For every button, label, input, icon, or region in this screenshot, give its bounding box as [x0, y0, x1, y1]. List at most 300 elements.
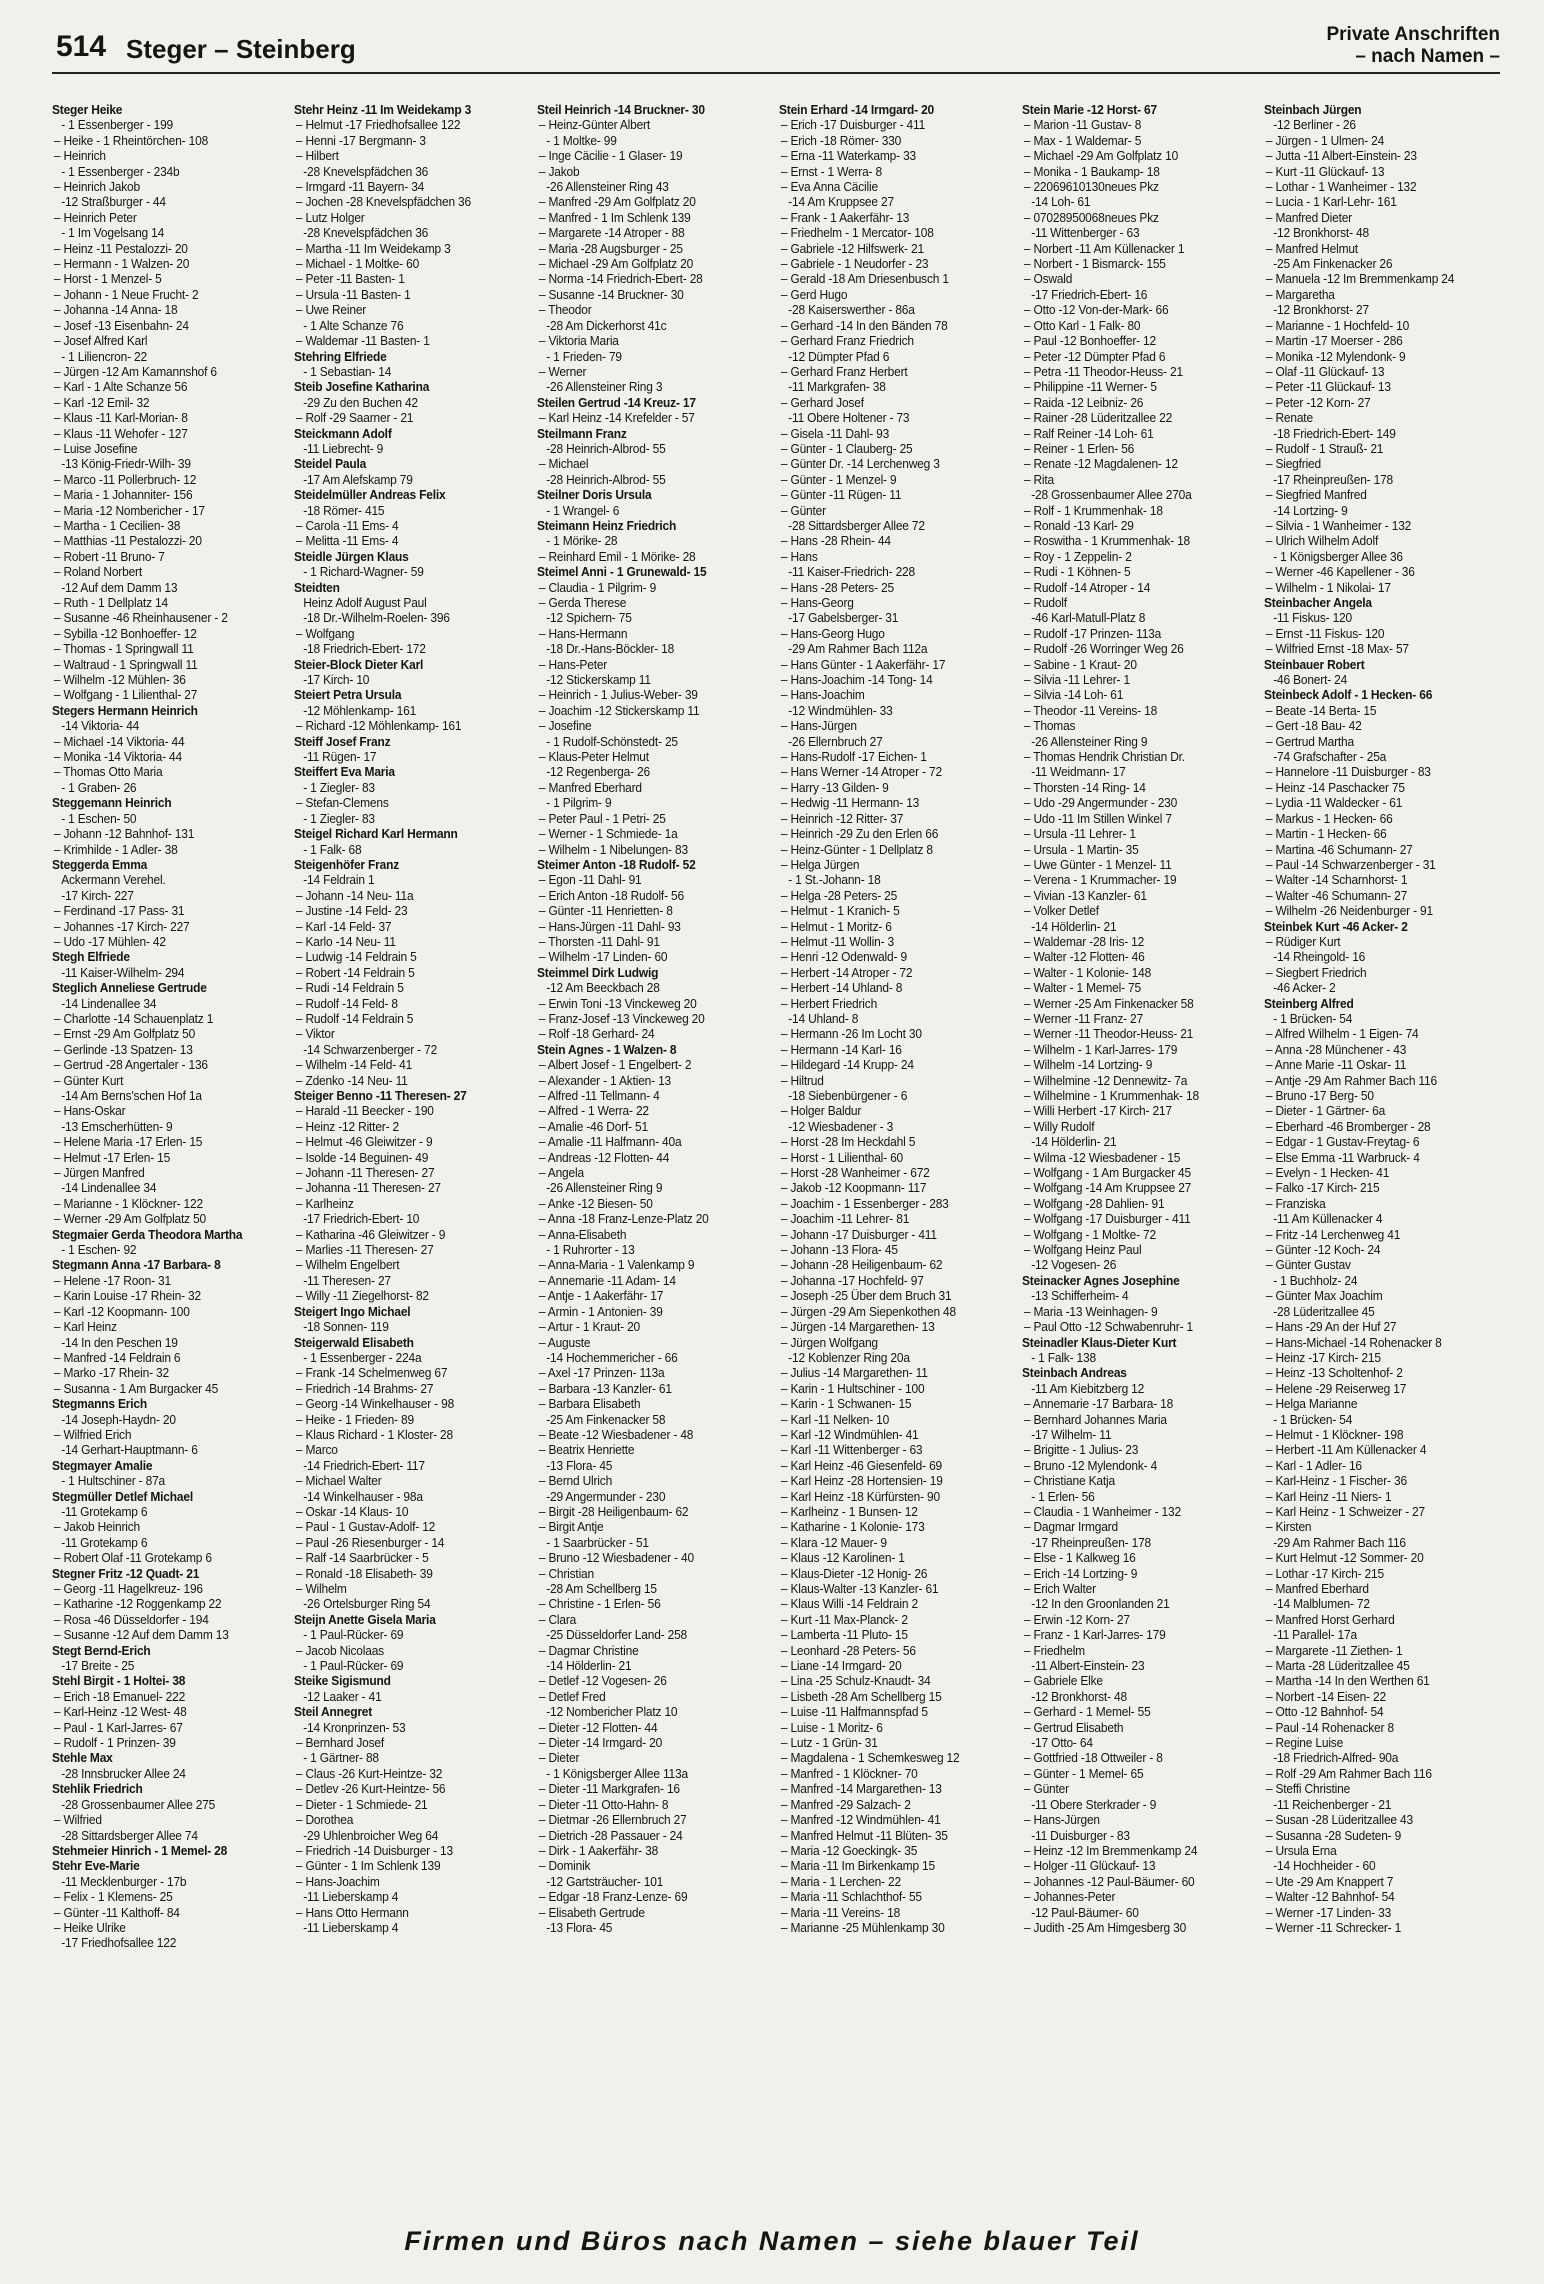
- directory-entry-line: - 1 Saarbrücker - 51: [545, 1534, 649, 1550]
- directory-entry-line: -11 Albert-Einstein- 23: [1030, 1658, 1144, 1674]
- directory-entry-line: – Heinrich - 1 Julius-Weber- 39: [538, 687, 698, 703]
- directory-entry-line: Steinbach Andreas: [1021, 1365, 1127, 1381]
- directory-entry-line: – Ursula -11 Lehrer- 1: [1023, 826, 1136, 842]
- directory-entry-line: – Richard -12 Möhlenkamp- 161: [296, 718, 462, 734]
- directory-entry-line: – Inge Cäcilie - 1 Glaser- 19: [538, 148, 683, 164]
- directory-entry-line: – Oskar -14 Klaus- 10: [296, 1503, 409, 1519]
- directory-entry-line: – Manuela -12 Im Bremmenkamp 24: [1265, 271, 1455, 287]
- directory-entry-line: – Walter -14 Scharnhorst- 1: [1265, 872, 1408, 888]
- directory-entry-line: – Stefan-Clemens: [296, 795, 390, 811]
- directory-entry-line: – Rosa -46 Düsseldorfer - 194: [53, 1611, 209, 1627]
- directory-entry-line: – Detlev -26 Kurt-Heintze- 56: [296, 1781, 446, 1797]
- directory-entry-line: Steiger Benno -11 Theresen- 27: [294, 1088, 468, 1103]
- directory-entry-line: – Franz-Josef -13 Vinckeweg 20: [538, 1010, 705, 1026]
- directory-entry-line: – Silvia -14 Loh- 61: [1023, 687, 1123, 703]
- directory-entry-line: -14 Loh- 61: [1030, 194, 1090, 210]
- directory-entry-line: – Else - 1 Kalkweg 16: [1023, 1550, 1136, 1566]
- directory-entry-line: - 1 Falk- 68: [303, 841, 362, 857]
- directory-entry-line: – Günter Max Joachim: [1265, 1288, 1383, 1304]
- directory-entry-line: – Heinz -12 Ritter- 2: [296, 1118, 400, 1134]
- directory-entry-line: – Peter -11 Glückauf- 13: [1265, 379, 1391, 395]
- directory-entry-line: – Irmgard -11 Bayern- 34: [296, 179, 425, 195]
- directory-entry-line: -18 Römer- 415: [303, 502, 385, 518]
- directory-entry-line: – Günter - 1 Im Schlenk 139: [296, 1858, 441, 1874]
- directory-entry-line: -14 Am Berns'schen Hof 1a: [61, 1088, 202, 1103]
- directory-entry-line: -12 In den Groonlanden 21: [1030, 1596, 1170, 1612]
- directory-entry-line: - 1 Frieden- 79: [545, 348, 622, 364]
- directory-entry-line: Stein Erhard -14 Irmgard- 20: [779, 102, 935, 117]
- directory-entry-line: - 1 Essenberger - 234b: [61, 163, 180, 179]
- directory-column-5: [1022, 102, 1258, 2220]
- directory-entry-line: Ackermann Verehel.: [61, 872, 166, 888]
- directory-entry-line: – Jürgen -14 Margarethen- 13: [781, 1319, 935, 1335]
- directory-entry-line: – Karl Heinz: [53, 1319, 117, 1335]
- directory-entry-line: Stegh Elfriede: [52, 949, 130, 965]
- directory-entry-line: – Erna -11 Waterkamp- 33: [781, 148, 917, 164]
- directory-entry-line: – Hans -28 Rhein- 44: [781, 533, 892, 549]
- directory-entry-line: Stein Agnes - 1 Walzen- 8: [536, 1041, 677, 1057]
- directory-entry-line: – Klaus -11 Wehofer - 127: [53, 425, 188, 441]
- directory-entry-line: Steinacker Agnes Josephine: [1021, 1272, 1180, 1288]
- directory-entry-line: – Hans-Michael -14 Rohenacker 8: [1265, 1334, 1442, 1350]
- directory-entry-line: – Bruno -12 Mylendonk- 4: [1023, 1457, 1157, 1473]
- directory-entry-line: – Willy -11 Ziegelhorst- 82: [296, 1288, 430, 1304]
- directory-entry-line: – Bruno -12 Wiesbadener - 40: [538, 1550, 694, 1566]
- directory-entry-line: – Hiltrud: [781, 1072, 824, 1088]
- directory-entry-line: – Edgar -18 Franz-Lenze- 69: [538, 1889, 688, 1905]
- directory-entry-line: – Maria -11 Vereins- 18: [781, 1904, 901, 1920]
- directory-entry-line: – Günter - 1 Clauberg- 25: [781, 440, 913, 456]
- directory-entry-line: -18 Sonnen- 119: [303, 1319, 390, 1335]
- directory-entry-line: – Barbara Elisabeth: [538, 1396, 641, 1412]
- directory-entry-line: – Walter - 1 Kolonie- 148: [1023, 964, 1151, 980]
- directory-entry-line: – Josef -13 Eisenbahn- 24: [53, 317, 189, 333]
- directory-entry-line: – Ralf Reiner -14 Loh- 61: [1023, 425, 1154, 441]
- directory-entry-line: – Gabriele -12 Hilfswerk- 21: [781, 240, 925, 256]
- directory-entry-line: Steimmel Dirk Ludwig: [536, 964, 659, 980]
- directory-entry-line: – Hans -28 Peters- 25: [781, 579, 895, 595]
- directory-entry-line: – Hans Otto Hermann: [296, 1904, 410, 1920]
- directory-entry-line: – Andreas -12 Flotten- 44: [538, 1149, 669, 1165]
- directory-entry-line: – Karin - 1 Hultschiner - 100: [781, 1380, 925, 1396]
- directory-entry-line: – Wolfgang - 1 Am Burgacker 45: [1023, 1165, 1191, 1181]
- directory-entry-line: – Heinz -11 Pestalozzi- 20: [53, 240, 188, 256]
- directory-entry-line: -17 Am Alefskamp 79: [303, 471, 414, 487]
- directory-entry-line: – Michael - 1 Moltke- 60: [296, 256, 420, 272]
- directory-entry-line: – Karl - 1 Alte Schanze 56: [53, 379, 188, 395]
- directory-entry-line: -26 Ortelsburger Ring 54: [303, 1596, 431, 1612]
- directory-entry-line: – Johann -17 Duisburger - 411: [781, 1226, 938, 1242]
- directory-entry-line: -12 Straßburger - 44: [61, 194, 166, 210]
- directory-entry-line: -12 Nombericher Platz 10: [545, 1704, 678, 1720]
- page-number: 514: [56, 30, 107, 63]
- directory-entry-line: – Helga Jürgen: [781, 856, 860, 872]
- directory-entry-line: Steier-Block Dieter Karl: [294, 656, 424, 672]
- directory-entry-line: – Susanna - 1 Am Burgacker 45: [53, 1380, 219, 1396]
- directory-entry-line: – Peter -12 Dümpter Pfad 6: [1023, 348, 1165, 364]
- directory-entry-line: -46 Karl-Matull-Platz 8: [1030, 610, 1145, 626]
- directory-entry-line: – Erich -18 Emanuel- 222: [53, 1688, 186, 1704]
- directory-entry-line: – Silvia - 1 Wanheimer - 132: [1265, 517, 1412, 533]
- directory-entry-line: – Karl -12 Emil- 32: [53, 394, 150, 410]
- directory-entry-line: – Maria -11 Im Birkenkamp 15: [781, 1858, 936, 1874]
- directory-entry-line: – Günter Kurt: [53, 1072, 124, 1088]
- directory-entry-line: -17 Friedrich-Ebert- 16: [1030, 286, 1147, 302]
- directory-entry-line: – Viktoria Maria: [538, 333, 619, 349]
- directory-entry-line: – Michael -29 Am Golfplatz 10: [1023, 148, 1178, 164]
- directory-entry-line: -14 Gerhart-Hauptmann- 6: [61, 1442, 198, 1458]
- directory-entry-line: – Waltraud - 1 Springwall 11: [53, 656, 198, 672]
- directory-entry-line: – Claudia - 1 Wanheimer - 132: [1023, 1503, 1181, 1519]
- directory-entry-line: -13 Flora- 45: [545, 1919, 613, 1935]
- directory-entry-line: – Gerhard - 1 Memel- 55: [1023, 1704, 1151, 1720]
- directory-entry-line: -26 Allensteiner Ring 9: [1030, 733, 1147, 749]
- directory-column-6: [1264, 102, 1500, 2220]
- directory-entry-line: – Heike - 1 Rheintörchen- 108: [53, 132, 209, 148]
- directory-entry-line: – Waldemar -28 Iris- 12: [1023, 933, 1144, 949]
- directory-entry-line: – Dirk - 1 Aakerfähr- 38: [538, 1842, 658, 1858]
- directory-entry-line: – Josefine: [538, 718, 592, 734]
- directory-entry-line: – Anke -12 Biesen- 50: [538, 1195, 653, 1211]
- section-title-line-1: Private Anschriften: [1326, 24, 1500, 45]
- directory-entry-line: – Katharine - 1 Kolonie- 173: [781, 1519, 925, 1535]
- directory-entry-line: -11 Kaiser-Friedrich- 228: [788, 564, 916, 580]
- section-title: [1326, 24, 1500, 68]
- directory-entry-line: -13 Schifferheim- 4: [1030, 1288, 1129, 1304]
- directory-entry-line: – Joseph -25 Über dem Bruch 31: [781, 1288, 952, 1304]
- directory-entry-line: -18 Dr.-Hans-Böckler- 18: [545, 641, 674, 657]
- directory-entry-line: – Paul -14 Schwarzenberger - 31: [1265, 856, 1436, 872]
- directory-column-1: [52, 102, 288, 2220]
- directory-entry-line: – Helene -17 Roon- 31: [53, 1272, 171, 1288]
- directory-entry-line: -17 Kirch- 10: [303, 672, 370, 688]
- directory-entry-line: -11 Mecklenburger - 17b: [61, 1873, 187, 1889]
- directory-entry-line: – Martha -11 Im Weidekamp 3: [296, 240, 452, 256]
- directory-entry-line: -11 Am Küllenacker 4: [1273, 1211, 1383, 1227]
- directory-entry-line: – Gertrud Martha: [1265, 733, 1354, 749]
- directory-entry-line: – Horst -28 Wanheimer - 672: [781, 1165, 930, 1181]
- directory-entry-line: – Manfred Eberhard: [1265, 1581, 1369, 1596]
- directory-entry-line: – Hans-Georg Hugo: [781, 625, 885, 641]
- directory-entry-line: – Gerda Therese: [538, 595, 627, 610]
- directory-entry-line: – Martin -17 Moerser - 286: [1265, 333, 1403, 349]
- directory-entry-line: – Hedwig -11 Hermann- 13: [781, 795, 920, 811]
- directory-entry-line: -17 Wilhelm- 11: [1030, 1426, 1111, 1442]
- directory-entry-line: – Dietmar -26 Ellernbruch 27: [538, 1812, 687, 1828]
- directory-entry-line: – Günter: [781, 502, 827, 518]
- directory-entry-line: – Joachim -12 Stickerskamp 11: [538, 702, 700, 718]
- directory-entry-line: Stegmann Anna -17 Barbara- 8: [52, 1257, 221, 1273]
- directory-entry-line: – Maria -13 Weinhagen- 9: [1023, 1303, 1158, 1319]
- directory-entry-line: - 1 Buchholz- 24: [1273, 1272, 1358, 1288]
- directory-entry-line: – Luise Josefine: [53, 440, 138, 456]
- directory-entry-line: – Rudolf - 1 Strauß- 21: [1265, 440, 1384, 456]
- directory-entry-line: Steigerwald Elisabeth: [294, 1334, 415, 1350]
- directory-entry-line: – Rudolf - 1 Prinzen- 39: [53, 1735, 176, 1751]
- directory-entry-line: - 1 Hultschiner - 87a: [61, 1473, 166, 1489]
- directory-entry-line: – Manfred - 1 Im Schlenk 139: [538, 209, 691, 225]
- directory-entry-line: Steidelmüller Andreas Felix: [294, 487, 446, 503]
- directory-entry-line: -12 Bronkhorst- 48: [1030, 1688, 1127, 1704]
- directory-entry-line: – Kurt Helmut -12 Sommer- 20: [1265, 1550, 1424, 1566]
- directory-entry-line: -17 Otto- 64: [1030, 1735, 1093, 1751]
- directory-entry-line: Stegmanns Erich: [52, 1396, 147, 1412]
- directory-entry-line: – Klaus-Dieter -12 Honig- 26: [781, 1565, 928, 1581]
- directory-entry-line: – Wilfried: [53, 1812, 102, 1828]
- directory-entry-line: – Herbert -14 Atroper - 72: [781, 964, 913, 980]
- directory-entry-line: – Marianne - 1 Hochfeld- 10: [1265, 317, 1410, 333]
- directory-column-3: [537, 102, 773, 2220]
- directory-entry-line: – Susanne -12 Auf dem Damm 13: [53, 1627, 229, 1643]
- directory-entry-line: – Hans-Oskar: [53, 1103, 126, 1119]
- directory-entry-line: Stehl Birgit - 1 Holtei- 38: [52, 1673, 186, 1689]
- directory-entry-line: – Johann -11 Theresen- 27: [296, 1165, 435, 1181]
- directory-entry-line: – Günter - 1 Menzel- 9: [781, 471, 897, 487]
- directory-entry-line: Steinbach Jürgen: [1263, 102, 1362, 117]
- directory-entry-line: -12 Auf dem Damm 13: [61, 579, 178, 595]
- directory-entry-line: – Maria -11 Schlachthof- 55: [781, 1889, 923, 1905]
- directory-entry-line: – Renate: [1265, 410, 1313, 426]
- directory-entry-line: Stehlik Friedrich: [52, 1781, 143, 1797]
- directory-entry-line: – Karl -14 Feld- 37: [296, 918, 392, 934]
- directory-entry-line: – Annemarie -11 Adam- 14: [538, 1272, 676, 1288]
- directory-entry-line: – Claudia - 1 Pilgrim- 9: [538, 579, 656, 595]
- directory-entry-line: -11 Liebrecht- 9: [303, 440, 384, 456]
- directory-entry-line: – Hermann -14 Karl- 16: [781, 1041, 902, 1057]
- directory-entry-line: – Brigitte - 1 Julius- 23: [1023, 1442, 1138, 1458]
- directory-entry-line: - 1 Königsberger Allee 36: [1273, 548, 1403, 564]
- directory-entry-line: -28 Knevelspfädchen 36: [303, 163, 429, 179]
- directory-entry-line: – Gabriele - 1 Neudorfer - 23: [781, 256, 929, 272]
- directory-entry-line: – Falko -17 Kirch- 215: [1265, 1180, 1380, 1196]
- directory-entry-line: – Wolfgang: [296, 625, 355, 641]
- directory-entry-line: – Rudolf -14 Atroper - 14: [1023, 579, 1150, 595]
- directory-entry-line: -11 Rügen- 17: [303, 749, 377, 765]
- directory-entry-line: – Steffi Christine: [1265, 1781, 1351, 1797]
- directory-entry-line: – Günter Gustav: [1265, 1257, 1351, 1273]
- directory-entry-line: -11 Fiskus- 120: [1273, 610, 1352, 626]
- directory-entry-line: – Olaf -11 Glückauf- 13: [1265, 363, 1385, 379]
- directory-entry-line: Stegers Hermann Heinrich: [52, 702, 198, 718]
- directory-entry-line: – Günter -11 Henrietten- 8: [538, 903, 673, 919]
- directory-entry-line: – Robert Olaf -11 Grotekamp 6: [53, 1550, 212, 1566]
- directory-entry-line: – Paul Otto -12 Schwabenruhr- 1: [1023, 1319, 1193, 1335]
- directory-entry-line: – Hans-Hermann: [538, 625, 628, 641]
- directory-entry-line: Steinberg Alfred: [1263, 995, 1354, 1011]
- directory-entry-line: - 1 Im Vogelsang 14: [61, 225, 165, 241]
- directory-entry-line: – Jürgen -29 Am Siepenkothen 48: [781, 1303, 957, 1319]
- directory-entry-line: – Georg -11 Hagelkreuz- 196: [53, 1581, 203, 1596]
- directory-entry-line: – Rudolf: [1023, 595, 1067, 610]
- directory-entry-line: -12 Vogesen- 26: [1030, 1257, 1116, 1273]
- directory-entry-line: – Erich -18 Römer- 330: [781, 132, 902, 148]
- directory-entry-line: – Artur - 1 Kraut- 20: [538, 1319, 640, 1335]
- directory-entry-line: -14 Rheingold- 16: [1273, 949, 1366, 965]
- directory-entry-line: Steiff Josef Franz: [294, 733, 391, 749]
- directory-entry-line: – Helga Marianne: [1265, 1396, 1358, 1412]
- directory-entry-line: - 1 Pilgrim- 9: [545, 795, 612, 811]
- directory-entry-line: – Udo -29 Angermunder - 230: [1023, 795, 1177, 811]
- directory-entry-line: -14 Feldrain 1: [303, 872, 375, 888]
- directory-entry-line: – Helmut -17 Friedhofsallee 122: [296, 117, 461, 133]
- directory-entry-line: -14 Hölderlin- 21: [1030, 1134, 1117, 1150]
- directory-entry-line: – Wolfgang -14 Am Kruppsee 27: [1023, 1180, 1191, 1196]
- directory-entry-line: – Heinrich -29 Zu den Erlen 66: [781, 826, 939, 842]
- directory-entry-line: Steinbek Kurt -46 Acker- 2: [1263, 918, 1408, 934]
- directory-entry-line: -28 Sittardsberger Allee 74: [61, 1827, 198, 1843]
- directory-entry-line: - 1 Königsberger Allee 113a: [545, 1765, 688, 1781]
- directory-entry-line: – Rüdiger Kurt: [1265, 933, 1341, 949]
- directory-entry-line: – Karlheinz: [296, 1195, 355, 1211]
- directory-entry-line: – Hannelore -11 Duisburger - 83: [1265, 764, 1431, 780]
- directory-entry-line: – Helmut - 1 Klöckner- 198: [1265, 1426, 1404, 1442]
- directory-entry-line: – Antje -29 Am Rahmer Bach 116: [1265, 1072, 1437, 1088]
- directory-entry-line: – Hans-Rudolf -17 Eichen- 1: [781, 749, 927, 765]
- directory-entry-line: – Ruth - 1 Dellplatz 14: [53, 595, 168, 610]
- directory-entry-line: – Werner -11 Schrecker- 1: [1265, 1919, 1402, 1935]
- directory-entry-line: – Karl Heinz -28 Hortensien- 19: [781, 1473, 943, 1489]
- directory-entry-line: -28 Lüderitzallee 45: [1273, 1303, 1375, 1319]
- directory-entry-line: -14 In den Peschen 19: [61, 1334, 178, 1350]
- directory-entry-line: – Zdenko -14 Neu- 11: [296, 1072, 409, 1088]
- directory-entry-line: – Ludwig -14 Feldrain 5: [296, 949, 417, 965]
- directory-column-4: [779, 102, 1015, 2220]
- directory-entry-line: -18 Dr.-Wilhelm-Roelen- 396: [303, 610, 451, 626]
- directory-entry-line: – Alfred - 1 Werra- 22: [538, 1103, 649, 1119]
- directory-entry-line: – Werner - 1 Schmiede- 1a: [538, 826, 678, 842]
- directory-entry-line: – Hermann -26 Im Locht 30: [781, 1026, 923, 1042]
- directory-entry-line: Steggerda Emma: [52, 856, 148, 872]
- directory-entry-line: – Max - 1 Waldemar- 5: [1023, 132, 1141, 148]
- directory-entry-line: – Hans-Jürgen: [1023, 1812, 1100, 1828]
- directory-entry-line: – Albert Josef - 1 Engelbert- 2: [538, 1057, 692, 1073]
- directory-entry-line: – Michael -29 Am Golfplatz 20: [538, 256, 693, 272]
- directory-entry-line: -12 Bronkhorst- 48: [1273, 225, 1369, 241]
- directory-entry-line: – Heinz -13 Scholtenhof- 2: [1265, 1365, 1403, 1381]
- directory-entry-line: – Kurt -11 Glückauf- 13: [1265, 163, 1385, 179]
- directory-entry-line: – Auguste: [538, 1334, 591, 1350]
- page-range-title: Steger – Steinberg: [126, 34, 356, 64]
- directory-entry-line: – Karl-Heinz -12 West- 48: [53, 1704, 187, 1720]
- directory-entry-line: – Johann -28 Heiligenbaum- 62: [781, 1257, 943, 1273]
- directory-entry-line: - 1 Brücken- 54: [1273, 1411, 1353, 1427]
- directory-entry-line: – Dagmar Irmgard: [1023, 1519, 1118, 1535]
- directory-entry-line: -18 Siebenbürgener - 6: [788, 1088, 908, 1103]
- directory-entry-line: – Egon -11 Dahl- 91: [538, 872, 642, 888]
- directory-entry-line: – Petra -11 Theodor-Heuss- 21: [1023, 363, 1183, 379]
- directory-entry-line: -18 Friedrich-Alfred- 90a: [1273, 1750, 1399, 1766]
- directory-entry-line: – Rolf -29 Saarner - 21: [296, 410, 414, 426]
- directory-entry-line: – Verena - 1 Krummacher- 19: [1023, 872, 1176, 888]
- directory-entry-line: Steidel Paula: [294, 456, 367, 472]
- directory-entry-line: – Horst - 1 Menzel- 5: [53, 271, 162, 287]
- directory-entry-line: -26 Ellernbruch 27: [788, 733, 883, 749]
- directory-entry-line: – Gertrud Elisabeth: [1023, 1719, 1123, 1735]
- directory-entry-line: – Silvia -11 Lehrer- 1: [1023, 672, 1130, 688]
- directory-entry-line: – Lutz Holger: [296, 209, 365, 225]
- directory-entry-line: - 1 Liliencron- 22: [61, 348, 147, 364]
- directory-entry-line: – Viktor: [296, 1026, 336, 1042]
- directory-entry-line: – Manfred -14 Margarethen- 13: [781, 1781, 942, 1797]
- directory-entry-line: – Manfred -29 Am Golfplatz 20: [538, 194, 696, 210]
- directory-entry-line: – Karl Heinz -14 Krefelder - 57: [538, 410, 695, 426]
- directory-entry-line: – Kurt -11 Max-Planck- 2: [781, 1611, 908, 1627]
- directory-entry-line: – Karl - 1 Adler- 16: [1265, 1457, 1362, 1473]
- directory-entry-line: – Johann -13 Flora- 45: [781, 1242, 898, 1258]
- directory-entry-line: – Matthias -11 Pestalozzi- 20: [53, 533, 202, 549]
- directory-entry-line: Steilen Gertrud -14 Kreuz- 17: [536, 394, 696, 410]
- directory-entry-line: – Horst -28 Im Heckdahl 5: [781, 1134, 916, 1150]
- directory-entry-line: – Dagmar Christine: [538, 1642, 639, 1658]
- directory-entry-line: – Otto -12 Bahnhof- 54: [1265, 1704, 1384, 1720]
- directory-entry-line: – Harry -13 Gilden- 9: [781, 779, 889, 795]
- directory-entry-line: – Markus - 1 Hecken- 66: [1265, 810, 1393, 826]
- directory-entry-line: – Judith -25 Am Himgesberg 30: [1023, 1919, 1186, 1935]
- directory-entry-line: -18 Friedrich-Ebert- 172: [303, 641, 427, 657]
- directory-entry-line: - 1 Brücken- 54: [1273, 1010, 1353, 1026]
- directory-entry-line: – Jürgen Wolfgang: [781, 1334, 879, 1350]
- directory-entry-line: – Henni -17 Bergmann- 3: [296, 132, 427, 148]
- directory-entry-line: – Gerhard Josef: [781, 394, 865, 410]
- directory-entry-line: Stehring Elfriede: [294, 348, 387, 364]
- directory-entry-line: – Bernhard Josef: [296, 1735, 385, 1751]
- directory-entry-line: – Paul - 1 Karl-Jarres- 67: [53, 1719, 183, 1735]
- directory-entry-line: -12 Windmühlen- 33: [788, 702, 893, 718]
- directory-entry-line: – Norbert -14 Eisen- 22: [1265, 1688, 1386, 1704]
- directory-entry-line: – Evelyn - 1 Hecken- 41: [1265, 1165, 1390, 1181]
- directory-entry-line: – Peter -11 Basten- 1: [296, 271, 406, 287]
- directory-entry-line: – Hans-Joachim -14 Tong- 14: [781, 672, 933, 688]
- directory-entry-line: – Wolfgang - 1 Moltke- 72: [1023, 1226, 1156, 1242]
- directory-entry-line: – Lothar - 1 Wanheimer - 132: [1265, 179, 1417, 195]
- directory-entry-line: -11 Obere Sterkrader - 9: [1030, 1796, 1156, 1812]
- directory-entry-line: – Heinz -17 Kirch- 215: [1265, 1349, 1381, 1365]
- directory-entry-line: – Paul -26 Riesenburger - 14: [296, 1534, 445, 1550]
- directory-entry-line: Stegmaier Gerda Theodora Martha: [52, 1226, 243, 1242]
- directory-entry-line: – Michael: [538, 456, 589, 472]
- directory-entry-line: – Franz - 1 Karl-Jarres- 179: [1023, 1627, 1166, 1643]
- directory-entry-line: – Heinrich Peter: [53, 209, 137, 225]
- directory-entry-line: -11 Am Kiebitzberg 12: [1030, 1380, 1144, 1396]
- directory-entry-line: – Klara -12 Mauer- 9: [781, 1534, 888, 1550]
- directory-entry-line: - 1 Alte Schanze 76: [303, 317, 404, 333]
- directory-entry-line: -14 Malblumen- 72: [1273, 1596, 1370, 1612]
- directory-entry-line: Steinadler Klaus-Dieter Kurt: [1021, 1334, 1176, 1350]
- directory-entry-line: – Heinrich -12 Ritter- 37: [781, 810, 904, 826]
- directory-entry-line: – Klaus -11 Karl-Morian- 8: [53, 410, 188, 426]
- directory-entry-line: – Günter - 1 Memel- 65: [1023, 1765, 1144, 1781]
- directory-entry-line: – Maria -28 Augsburger - 25: [538, 240, 683, 256]
- directory-entry-line: Steike Sigismund: [294, 1673, 392, 1689]
- directory-entry-line: – Hilbert: [296, 148, 340, 164]
- directory-entry-line: – Karl -12 Koopmann- 100: [53, 1303, 190, 1319]
- directory-entry-line: -17 Gabelsberger- 31: [788, 610, 899, 626]
- directory-entry-line: – Hans-Jürgen: [781, 718, 858, 734]
- directory-entry-line: – Friedrich -14 Brahms- 27: [296, 1380, 434, 1396]
- directory-entry-line: – Karlheinz - 1 Bunsen- 12: [781, 1503, 918, 1519]
- directory-entry-line: – Ursula Erna: [1265, 1842, 1337, 1858]
- directory-entry-line: – Jürgen -12 Am Kamannshof 6: [53, 363, 217, 379]
- directory-entry-line: – Werner -46 Kapellener - 36: [1265, 564, 1415, 580]
- directory-entry-line: -12 Paul-Bäumer- 60: [1030, 1904, 1139, 1920]
- directory-entry-line: – Detlef -12 Vogesen- 26: [538, 1673, 667, 1689]
- directory-entry-line: – Heinz -14 Paschacker 75: [1265, 779, 1405, 795]
- directory-entry-line: – Manfred Eberhard: [538, 779, 642, 795]
- directory-entry-line: -12 Gartsträucher- 101: [545, 1873, 663, 1889]
- directory-entry-line: – Dieter - 1 Gärtner- 6a: [1265, 1103, 1386, 1119]
- directory-entry-line: -46 Bonert- 24: [1273, 672, 1348, 688]
- directory-entry-line: – Philippine -11 Werner- 5: [1023, 379, 1157, 395]
